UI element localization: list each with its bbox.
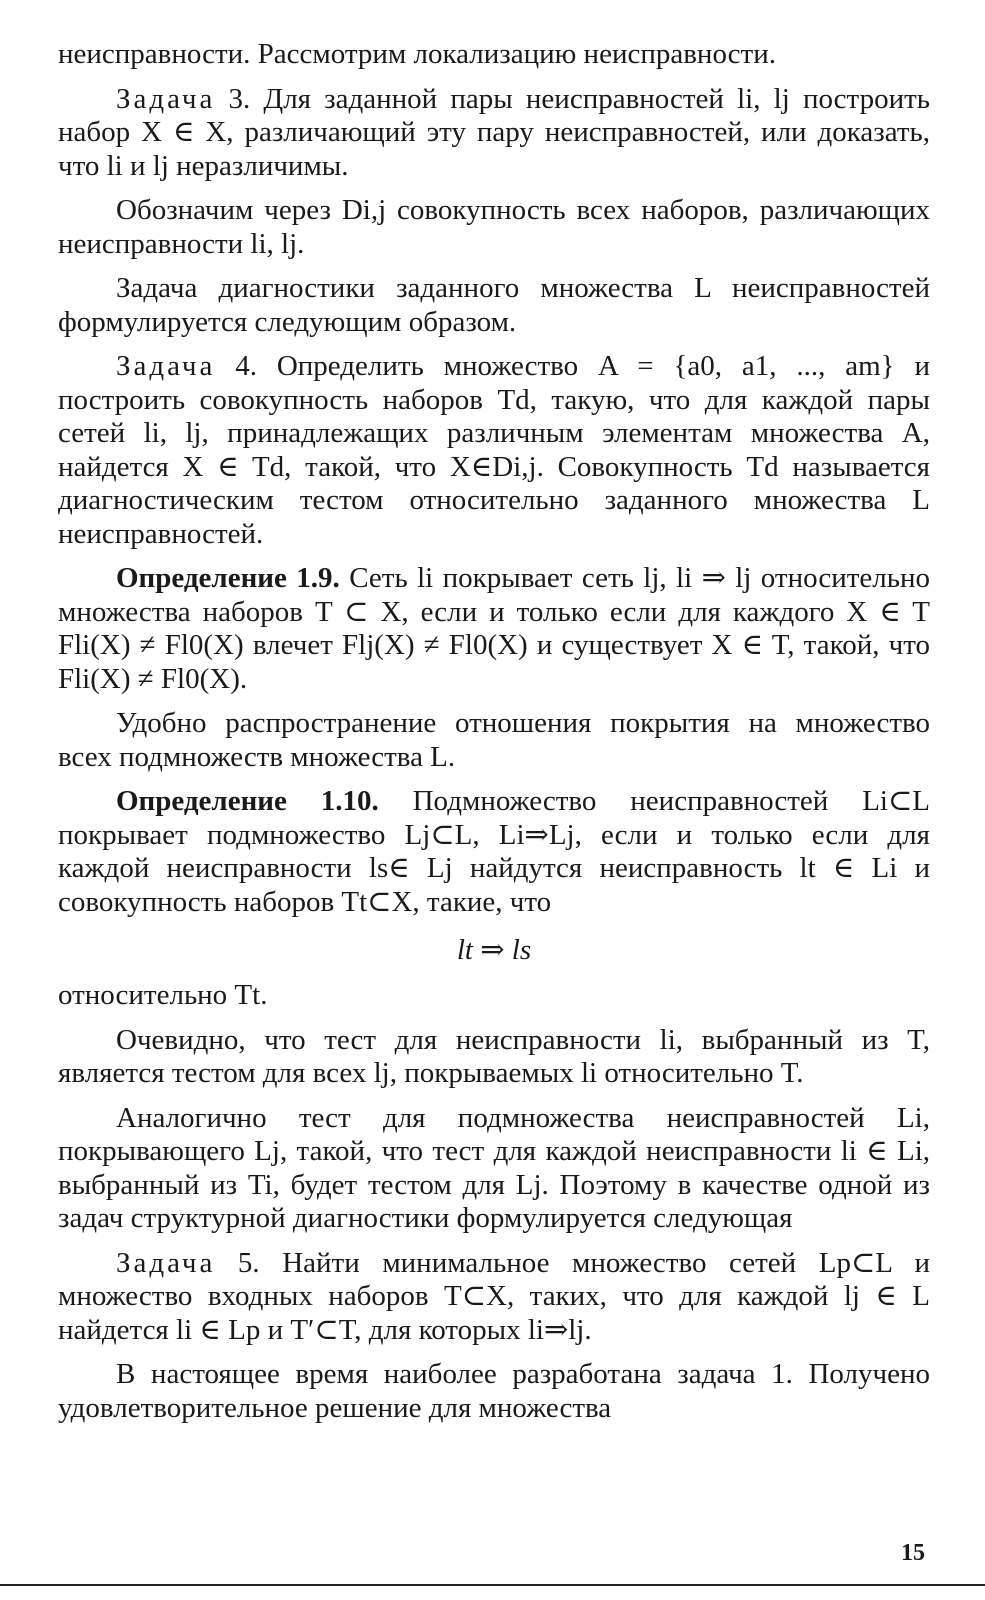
task-5-label: Задача: [116, 1246, 216, 1279]
paragraph-intro: неисправности. Рассмотрим локализацию неисправности.: [58, 38, 776, 70]
paragraph-analogous: Аналогично тест для подмножества неисправностей Li, покрывающего Lj, такой, что тест для каждой неисправности li ∈ Li, выбранный из Ti, будет тестом для Lj. Поэтому в качестве одной из задач структурной диагностики формулируется следующая: [58, 1101, 930, 1234]
paragraph-relative: относительно Tt.: [58, 979, 268, 1011]
task-4-label: Задача: [116, 350, 216, 382]
task-4-text: 4. Определить множество A = {a0, a1, ..., am} и построить совокупность наборов Td, такую, что для каждой пары сетей li, lj, принадлежащих различным элементам множества A, найдется X ∈ Td, такой, что X∈Di,j. Совокупность Td называется диагностическим тестом относительно заданного множества L неисправностей.: [58, 350, 930, 550]
paragraph-extension: Удобно распространение отношения покрытия на множество всех подмножеств множества L.: [58, 707, 930, 773]
formula-coverage: lt ⇒ ls: [456, 934, 532, 966]
task-4-paragraph: [58, 350, 930, 551]
definition-1-10-label: Определение 1.10.: [116, 785, 379, 817]
definition-1-9-text: Сеть li покрывает сеть lj, li ⇒ lj относительно множества наборов T ⊂ X, если и только если для каждого X ∈ T Fli(X) ≠ Fl0(X) влечет Flj(X) ≠ Fl0(X) и существует X ∈ T, такой, что Fli(X) ≠ Fl0(X).: [58, 562, 930, 695]
bottom-rule: [0, 1584, 985, 1586]
page-number: 15: [901, 1540, 925, 1566]
task-3-label: Задача: [116, 82, 216, 115]
definition-1-9-label: Определение 1.9.: [116, 562, 340, 594]
definition-1-9: [58, 562, 930, 696]
paragraph-diagnostic-task: Задача диагностики заданного множества L неисправностей формулируется следующим образом.: [58, 272, 930, 338]
definition-1-10: [58, 785, 930, 919]
paragraph-last: В настоящее время наиболее разработана задача 1. Получено удовлетворительное решение для множества: [58, 1358, 930, 1424]
paragraph-definition-d: Обозначим через Di,j совокупность всех наборов, различающих неисправности li, lj.: [58, 194, 930, 260]
task-3-paragraph: [58, 83, 930, 184]
definition-1-10-text: Подмножество неисправностей Li⊂L покрывает подмножество Lj⊂L, Li⇒Lj, если и только если для каждой неисправности ls∈ Lj найдутся неисправность lt ∈ Li и совокупность наборов Tt⊂X, такие, что: [58, 785, 930, 918]
paragraph-obvious: Очевидно, что тест для неисправности li, выбранный из T, является тестом для всех lj, покрываемых li относительно T.: [58, 1023, 930, 1089]
task-5-paragraph: [58, 1247, 930, 1348]
task-5-text: 5. Найти минимальное множество сетей Lp⊂L и множество входных наборов T⊂X, таких, что для каждой lj ∈ L найдется li ∈ Lp и T′⊂T, для которых li⇒lj.: [58, 1246, 930, 1346]
task-3-text: 3. Для заданной пары неисправностей li, lj построить набор X ∈ X, различающий эту пару неисправностей, или доказать, что li и lj неразличимы.: [58, 82, 930, 182]
